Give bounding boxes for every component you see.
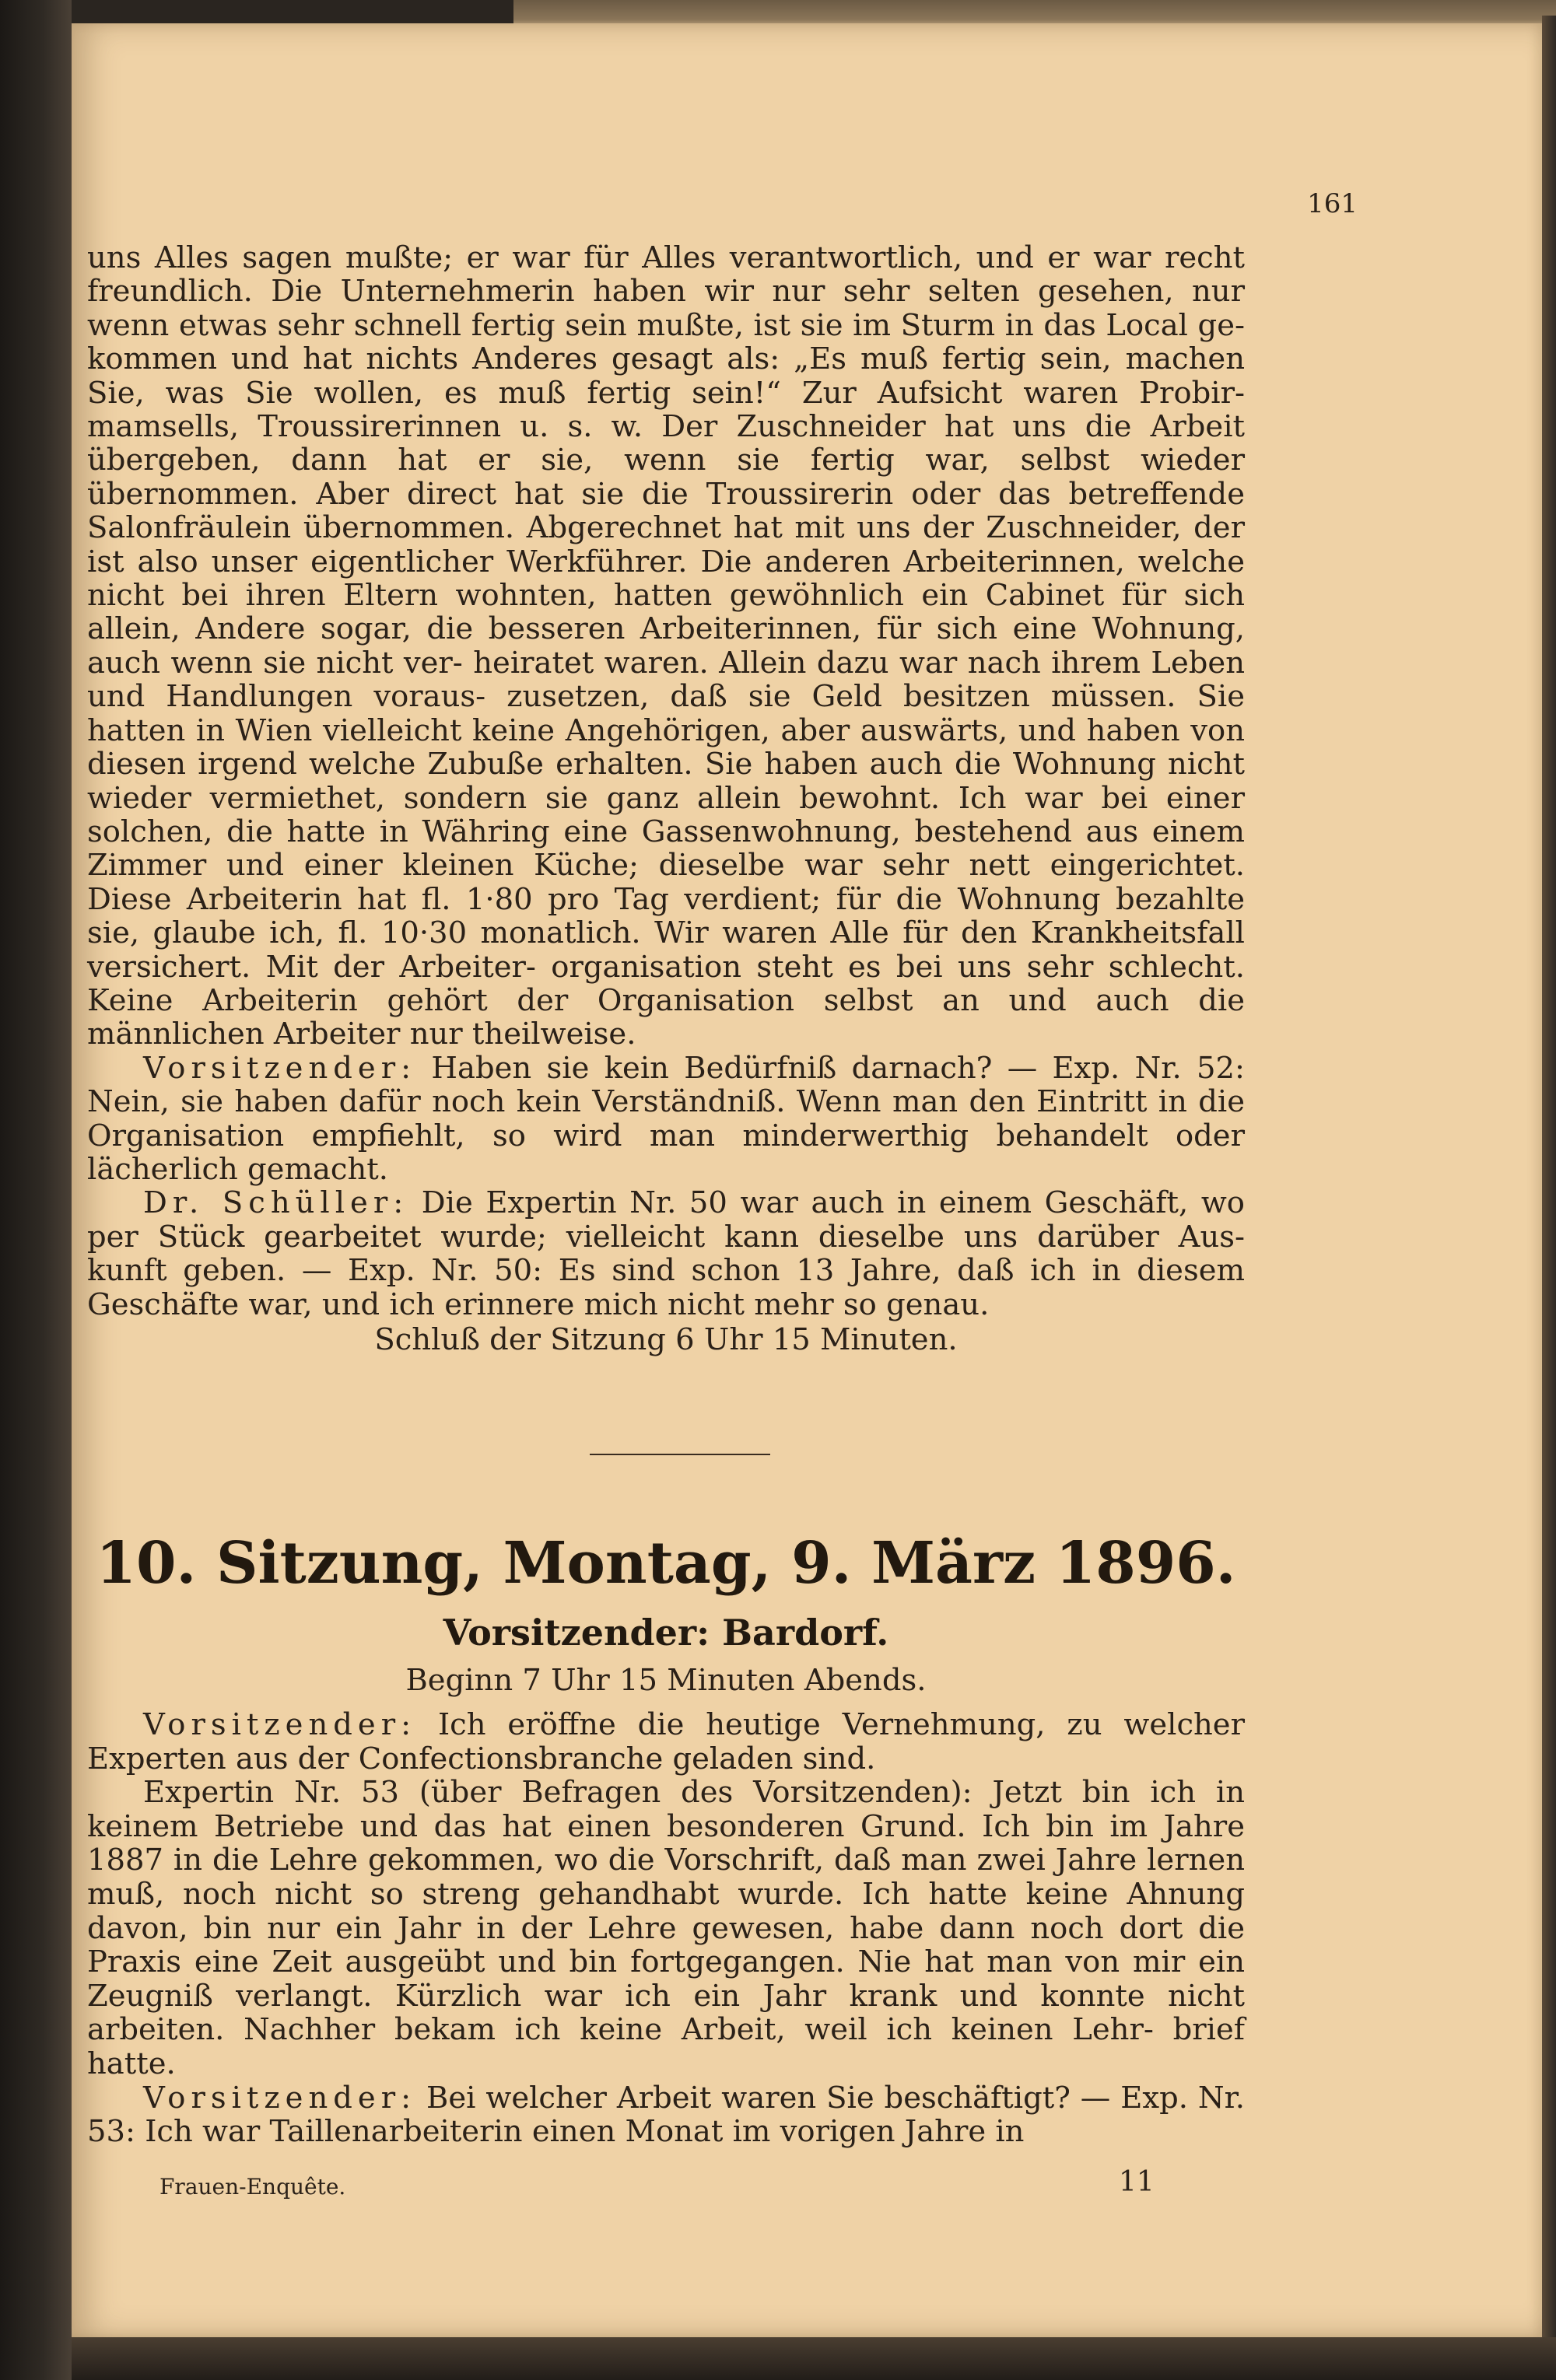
text-line: etwas sehr schnell fertig sein mußte, ist sie im Sturm in das Local ge- xyxy=(178,307,1245,343)
text-line: eigentlicher Werkführer. Die anderen Arbeiterinnen, welche nicht bei ihren xyxy=(87,544,1245,614)
session-title: 10. Sitzung, Montag, 9. März 1896. xyxy=(96,1530,1236,1597)
text-line: organisation steht es bei uns sehr schlecht. Keine Arbeiterin gehört xyxy=(87,949,1246,1018)
text-line: Die Expertin Nr. 50 war auch in einem Geschäft, xyxy=(408,1185,1201,1221)
text-line: die Organisation empfiehlt, so wird man minderwerthig behandelt oder xyxy=(87,1084,1245,1153)
text-line: übergeben, dann hat er sie, wenn sie fertig war, selbst wieder übernommen. xyxy=(87,443,1245,512)
text-line: Haben sie kein Bedürfniß darnach? — Exp. Nr. 52: xyxy=(416,1050,1245,1086)
page-right-edge xyxy=(1542,16,1556,2349)
text-line: Ahnung davon, bin nur ein Jahr in der Lehre gewesen, habe dann noch xyxy=(87,1876,1245,1946)
text-line: heiratet waren. Allein dazu war nach ihrem Leben und Handlungen voraus- xyxy=(87,645,1246,715)
text-line: freundlich. Die Unternehmerin haben wir nur sehr selten gesehen, nur wenn xyxy=(87,274,1245,343)
text-line: sie ganz allein bewohnt. Ich war bei einer solchen, die hatte in Währing xyxy=(87,780,1245,849)
text-line: eine Gassenwohnung, bestehend aus einem Zimmer und einer kleinen Küche; xyxy=(87,814,1245,884)
text-line: Bei welcher Arbeit waren Sie beschäftigt? — xyxy=(416,2080,1121,2116)
text-line: mir ein Zeugniß verlangt. Kürzlich war ich ein Jahr krank und konnte xyxy=(87,1944,1246,2014)
speaker-label: Vorsitzender: xyxy=(143,2080,417,2116)
text-line: Experten aus der Confectionsbranche geladen sind. xyxy=(87,1741,876,1776)
paragraph xyxy=(87,1186,1245,1321)
text-line: brief hatte. xyxy=(87,2012,1245,2081)
text-line: zusetzen, daß sie Geld besitzen müssen. Sie hatten in Wien vielleicht keine xyxy=(87,679,1245,748)
body-text-section-1 xyxy=(87,241,1245,1321)
text-line: Wir waren Alle für den Krankheitsfall versichert. Mit der Arbeiter- xyxy=(87,915,1245,985)
session-closing-line: Schluß der Sitzung 6 Uhr 15 Minuten. xyxy=(374,1322,958,1357)
text-line: mamsells, Troussirerinnen u. s. w. Der Zuschneider hat uns die Arbeit xyxy=(87,409,1245,445)
chairperson-line: Vorsitzender: Bardorf. xyxy=(443,1612,889,1654)
paragraph xyxy=(87,1052,1245,1187)
speaker-label: Vorsitzender: xyxy=(143,1050,417,1086)
text-line: dort die Praxis eine Zeit ausgeübt und bin fortgegangen. Nie hat man von xyxy=(87,1910,1245,1980)
session-begin-line: Beginn 7 Uhr 15 Minuten Abends. xyxy=(405,1663,927,1698)
text-line: dieselbe war sehr nett eingerichtet. Diese Arbeiterin hat fl. 1·80 pro Tag xyxy=(87,848,1246,917)
section-divider xyxy=(590,1454,770,1455)
text-line: Geschäfte war, und ich erinnere mich nicht mehr so genau. xyxy=(87,1286,990,1322)
book-binding xyxy=(0,0,72,2380)
footer-sheet-number: 11 xyxy=(1119,2166,1155,2198)
text-line: Expertin Nr. 53 (über Befragen des Vorsitzenden): Jetzt bin ich xyxy=(143,1775,1216,1811)
text-line: übernommen. Abgerechnet hat mit uns der Zuschneider, der ist also unser xyxy=(87,510,1245,579)
speaker-label: Dr. Schüller: xyxy=(143,1185,409,1221)
text-line: in keinem Betriebe und das hat einen besonderen Grund. Ich bin im Jahre xyxy=(87,1775,1245,1844)
paragraph xyxy=(87,1776,1245,2081)
text-line: die besseren Arbeiterinnen, für sich eine Wohnung, auch wenn sie nicht ver- xyxy=(87,611,1245,681)
text-line: kommen und hat nichts Anderes gesagt als: „Es muß fertig sein, machen xyxy=(87,341,1245,377)
text-line: 1887 in die Lehre gekommen, wo die Vorschrift, daß man zwei Jahre xyxy=(87,1843,1148,1878)
paragraph xyxy=(87,2081,1245,2149)
text-line: Sie, was Sie wollen, es muß fertig sein!“ Zur Aufsicht waren Probir- xyxy=(87,375,1245,411)
text-line: lächerlich gemacht. xyxy=(87,1151,388,1187)
text-line: wo per Stück gearbeitet wurde; vielleicht kann dieselbe uns darüber Aus- xyxy=(87,1185,1245,1255)
text-line: der Organisation selbst an und auch die männlichen Arbeiter nur theilweise. xyxy=(87,982,1245,1052)
page-bottom-edge xyxy=(72,2337,1556,2380)
text-line: uns Alles sagen mußte; er war für Alles verantwortlich, und er war recht xyxy=(87,240,1245,275)
text-line: verdient; für die Wohnung bezahlte sie, glaube ich, fl. 10·30 monatlich. xyxy=(87,881,1245,951)
page-number: 161 xyxy=(1307,188,1358,219)
body-text-section-2 xyxy=(87,1708,1245,2149)
text-line: Eltern wohnten, hatten gewöhnlich ein Cabinet für sich allein, Andere sogar, xyxy=(87,578,1245,647)
text-line: kunft geben. — Exp. Nr. 50: Es sind schon 13 Jahre, daß ich in diesem xyxy=(87,1253,1245,1289)
speaker-label: Vorsitzender: xyxy=(143,1707,417,1742)
text-line: Nein, sie haben dafür noch kein Verständniß. Wenn man den Eintritt in xyxy=(87,1084,1199,1120)
text-line: nicht arbeiten. Nachher bekam ich keine Arbeit, weil ich keinen Lehr- xyxy=(87,1978,1245,2048)
text-line: erhalten. Sie haben auch die Wohnung nicht wieder vermiethet, sondern xyxy=(87,747,1245,816)
text-line: Aber direct hat sie die Troussirerin oder das betreffende Salonfräulein xyxy=(87,476,1245,546)
paragraph xyxy=(87,241,1245,1052)
text-line: Angehörigen, aber auswärts, und haben von diesen irgend welche Zubuße xyxy=(87,712,1245,782)
text-line: lernen muß, noch nicht so streng gehandhabt wurde. Ich hatte keine xyxy=(87,1843,1245,1912)
paragraph xyxy=(87,1708,1245,1776)
text-line: Ich eröffne die heutige Vernehmung, zu welcher xyxy=(416,1707,1245,1742)
text-line: Exp. Nr. 53: Ich war Taillenarbeiterin einen Monat im vorigen Jahre in xyxy=(87,2080,1245,2150)
footer-signature: Frauen-Enquête. xyxy=(159,2174,346,2200)
